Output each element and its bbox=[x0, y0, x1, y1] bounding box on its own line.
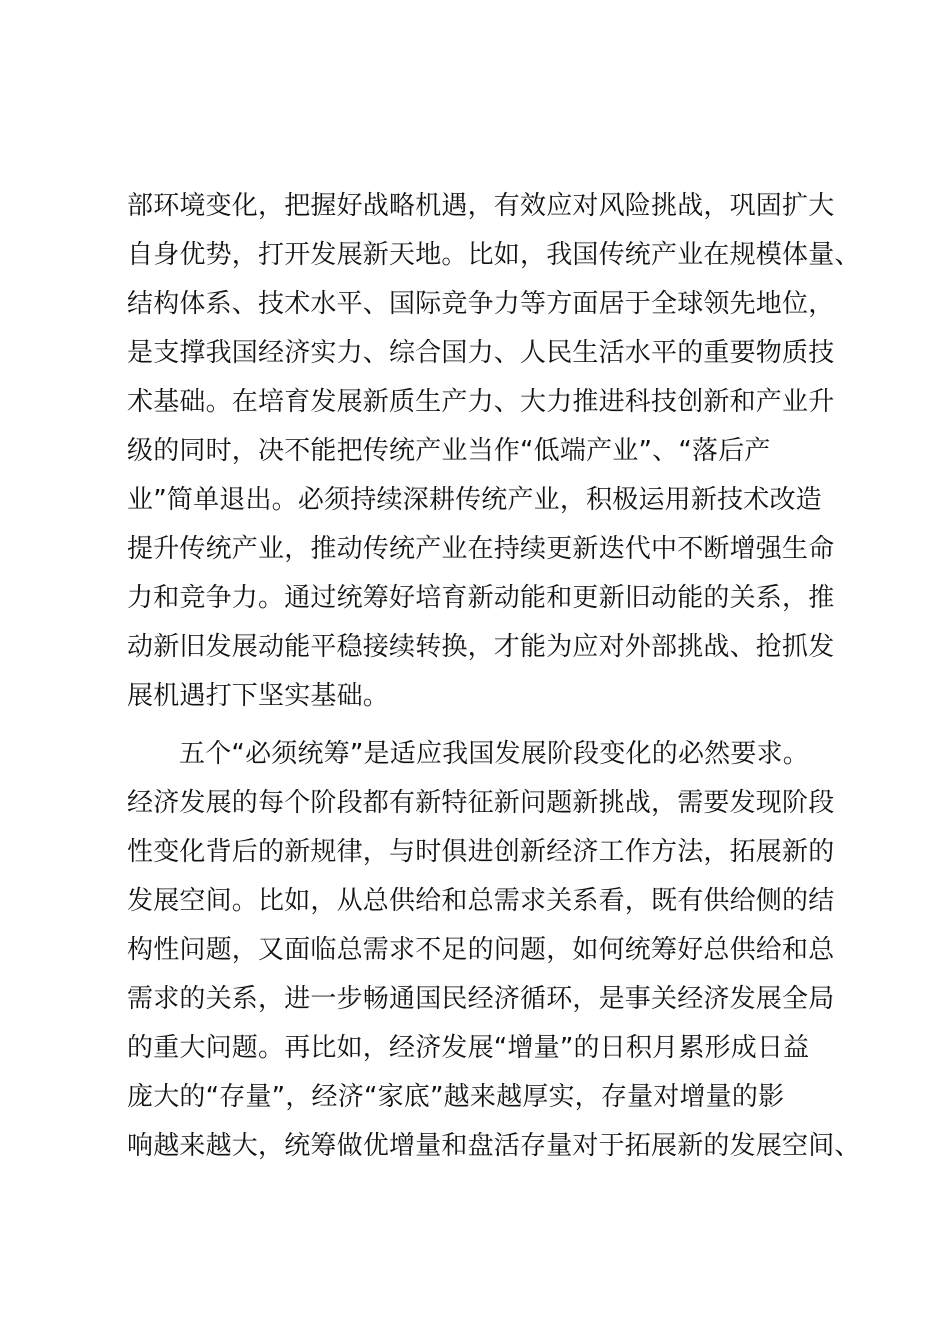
text-line: 业”简单退出。必须持续深耕传统产业，积极运用新技术改造 bbox=[127, 485, 822, 515]
text-line: 自身优势，打开发展新天地。比如，我国传统产业在规模体量、 bbox=[127, 240, 861, 270]
text-line-indented: 五个“必须统筹”是适应我国发展阶段变化的必然要求。 bbox=[179, 739, 809, 769]
text-line: 结构体系、技术水平、国际竞争力等方面居于全球领先地位， bbox=[127, 289, 835, 319]
text-line: 发展空间。比如，从总供给和总需求关系看，既有供给侧的结 bbox=[127, 886, 835, 916]
text-line: 动新旧发展动能平稳接续转换，才能为应对外部挑战、抢抓发 bbox=[127, 632, 835, 662]
text-line: 提升传统产业，推动传统产业在持续更新迭代中不断增强生命 bbox=[127, 534, 835, 564]
text-line: 是支撑我国经济实力、综合国力、人民生活水平的重要物质技 bbox=[127, 338, 835, 368]
text-line: 展机遇打下坚实基础。 bbox=[127, 681, 390, 711]
text-line: 构性问题，又面临总需求不足的问题，如何统筹好总供给和总 bbox=[127, 935, 835, 965]
text-line: 的重大问题。再比如，经济发展“增量”的日积月累形成日益 bbox=[127, 1033, 810, 1063]
text-line: 部环境变化，把握好战略机遇，有效应对风险挑战，巩固扩大 bbox=[127, 191, 835, 221]
text-line: 响越来越大，统筹做优增量和盘活存量对于拓展新的发展空间、 bbox=[127, 1131, 861, 1161]
text-line: 经济发展的每个阶段都有新特征新问题新挑战，需要发现阶段 bbox=[127, 788, 835, 818]
text-line: 级的同时，决不能把传统产业当作“低端产业”、“落后产 bbox=[127, 436, 771, 466]
text-line: 需求的关系，进一步畅通国民经济循环，是事关经济发展全局 bbox=[127, 984, 835, 1014]
text-line: 性变化背后的新规律，与时俱进创新经济工作方法，拓展新的 bbox=[127, 837, 835, 867]
paragraph-2 bbox=[127, 730, 861, 1171]
paragraph-1 bbox=[127, 182, 861, 721]
text-line: 力和竞争力。通过统筹好培育新动能和更新旧动能的关系，推 bbox=[127, 583, 835, 613]
text-line: 术基础。在培育发展新质生产力、大力推进科技创新和产业升 bbox=[127, 387, 835, 417]
text-line: 庞大的“存量”，经济“家底”越来越厚实，存量对增量的影 bbox=[127, 1082, 785, 1112]
